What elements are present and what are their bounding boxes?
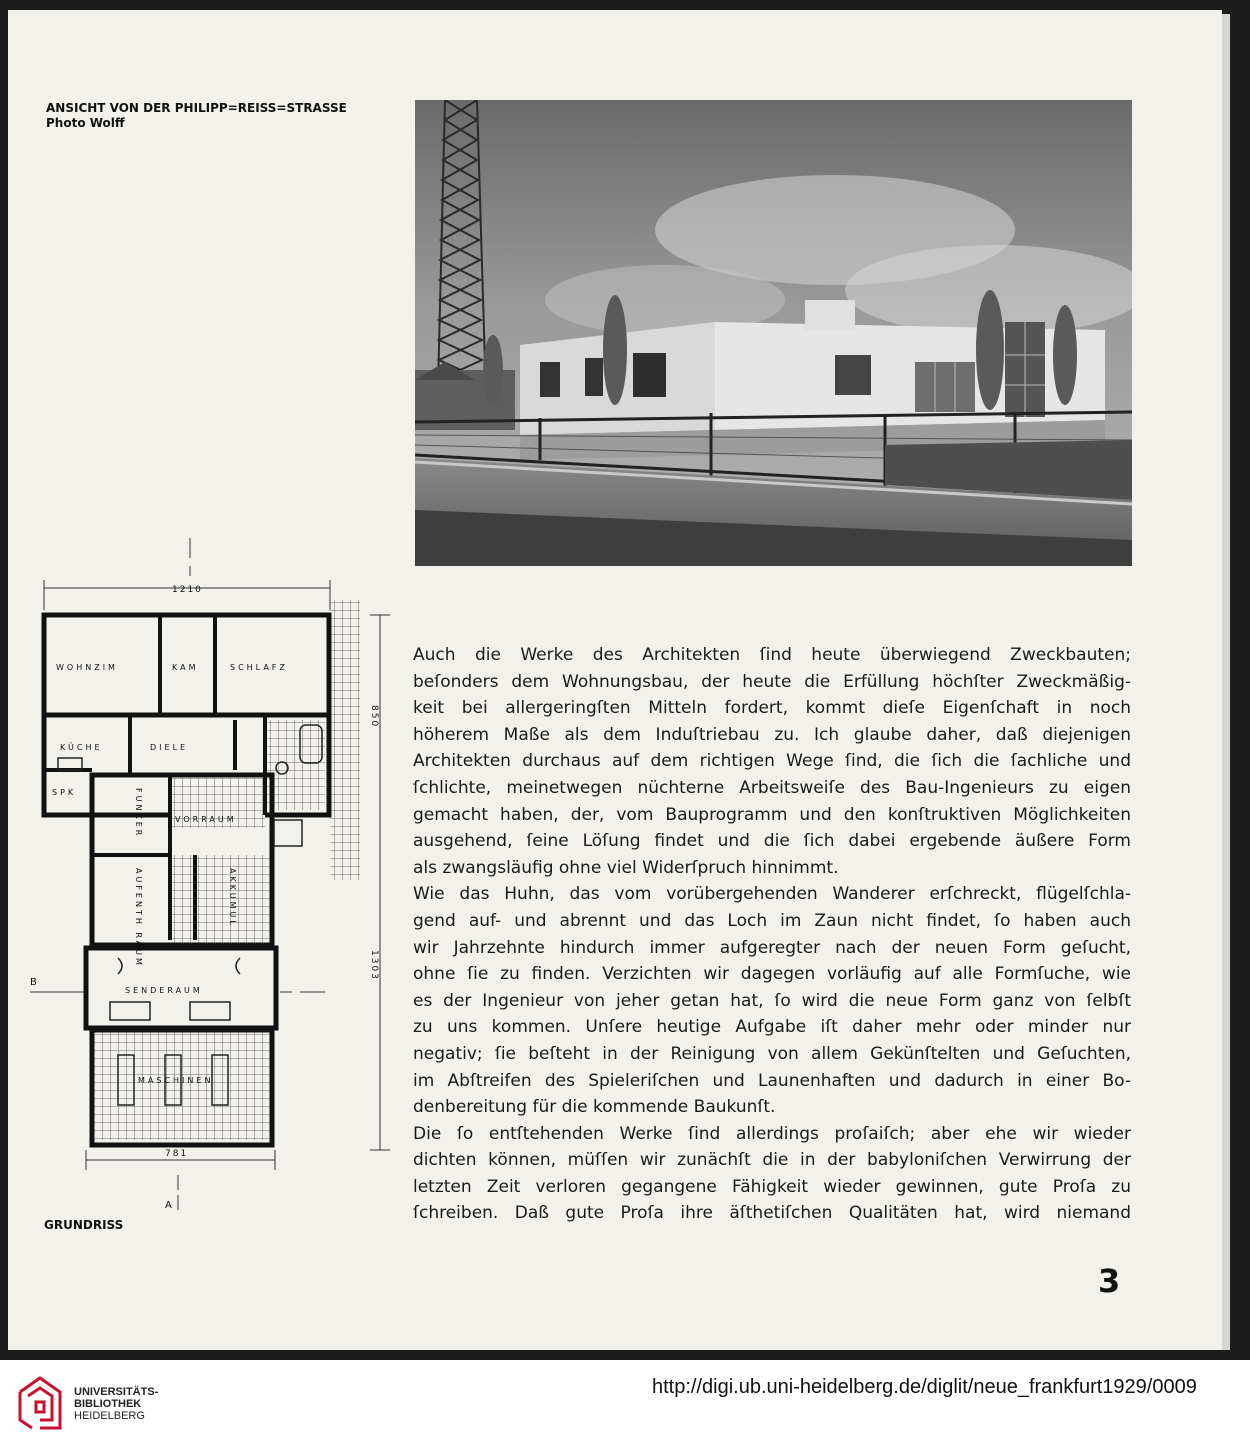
text-line: im Abſtreifen des Spieleriſchen und Launenhaften und dadurch in einer Bo- [413,1070,1131,1091]
label-kam: KAM [172,663,199,672]
body-text [413,642,1131,1227]
text-line: letzten Zeit verloren gegangene Fähigkeit wieder gewinnen, gute Proſa zu [413,1176,1131,1197]
label-wohnzim: WOHNZIM [56,663,118,672]
library-name-line3: HEIDELBERG [74,1410,145,1422]
label-vorraum: VORRAUM [175,815,237,824]
library-name-line1: UNIVERSITÄTS- [74,1386,159,1398]
section-marker-a: A [165,1200,174,1210]
dimension-top: 1210 [172,585,203,595]
library-name [74,1386,158,1422]
dimension-right-lower: 1303 [369,950,379,981]
text-line: gend auf- und abrennt und das Loch im Zaun nicht findet, ſo haben auch [413,910,1131,931]
text-line: Die ſo entſtehenden Werke ſind allerdings proſaiſch; aber ehe wir wieder [413,1123,1131,1144]
dimension-bottom: 781 [165,1149,189,1159]
label-spk: SPK [52,788,77,797]
plan-caption: GRUNDRISS [44,1218,124,1232]
library-name-line2: BIBLIOTHEK [74,1398,142,1410]
university-library-logo-icon [14,1372,66,1434]
page-number: 3 [1098,1262,1121,1300]
label-funker: FUNKER [134,788,143,839]
text-line: Architekten durchaus auf dem richtigen Wege ſind, die ſich die ſachliche und [413,751,1131,772]
section-marker-b: B [30,977,39,988]
photo-caption-credit: Photo Wolff [46,116,125,130]
source-url-link[interactable]: http://digi.ub.uni-heidelberg.de/diglit/neue_frankfurt1929/0009 [652,1376,1197,1398]
photo-caption-title: ANSICHT VON DER PHILIPP=REISS=STRASSE [46,101,347,115]
text-line: gemacht haben, der, vom Bauprogramm und den konſtruktiven Möglichkeiten [413,804,1131,825]
text-line: beſonders dem Wohnungsbau, der heute die Erfüllung höchſter Zweckmäßig- [413,671,1131,692]
text-line: Auch die Werke des Architekten ſind heute überwiegend Zweckbauten; [413,645,1131,665]
text-line: es der Ingenieur von jeher getan hat, ſo wird die neue Form ganz von ſelbſt [413,990,1131,1011]
text-line: höherem Maße als dem Induſtriebau zu. Ich glaube daher, daß diejenigen [413,724,1131,745]
dimension-right-upper: 850 [369,705,379,729]
text-line: keit bei allergeringſten Mitteln fordert, kommt dieſe Eigenſchaft in noch [413,698,1131,719]
footer-bar [0,1360,1250,1450]
text-line: als zwangsläufig ohne viel Widerſpruch hinnimmt. [413,857,839,878]
text-line: Wie das Huhn, das vom vorübergehenden Wanderer erſchreckt, flügelſchla- [413,884,1131,905]
page-edge [1222,14,1230,1350]
text-line: ſchreiben. Daß gute Proſa ihre äſthetiſchen Qualitäten hat, wird niemand [413,1203,1131,1224]
text-line: ohne ſie zu finden. Verzichten wir dagegen vorläufig auf alle Formſuche, wie [413,964,1131,985]
text-line: negativ; ſie beſteht in der Reinigung von allem Gekünſtelten und Geſuchten, [413,1043,1131,1064]
label-senderaum: SENDERAUM [125,986,203,995]
label-akkumul: AKKUMUL [228,868,237,928]
text-line: dichten können, müſſen wir zunächſt die in der babyloniſchen Verwirrung der [413,1150,1131,1171]
text-line: wir Jahrzehnte hindurch immer aufgeregter nach der neuen Form geſucht, [413,937,1131,958]
label-schlafz: SCHLAFZ [230,663,288,672]
text-line: denbereitung für die kommende Baukunſt. [413,1097,776,1118]
photo-caption [46,101,347,131]
text-line: ausgehend, ſeine Löſung findet und die ſich dabei ergebende äußere Form [413,831,1131,852]
text-line: ſchlichte, meinetwegen nüchterne Arbeitsweiſe des Bau-Ingenieurs zu eigen [413,777,1131,798]
label-diele: DIELE [150,743,189,752]
label-maschinen: MASCHINEN [138,1076,214,1085]
label-kuche: KÜCHE [60,743,103,752]
label-aufenthraum: AUFENTH RAUM [134,868,143,968]
building-photo [415,100,1132,566]
floor-plan [30,530,410,1210]
text-line: zu uns kommen. Unſere heutige Aufgabe iſt daher mehr oder minder nur [413,1017,1131,1038]
